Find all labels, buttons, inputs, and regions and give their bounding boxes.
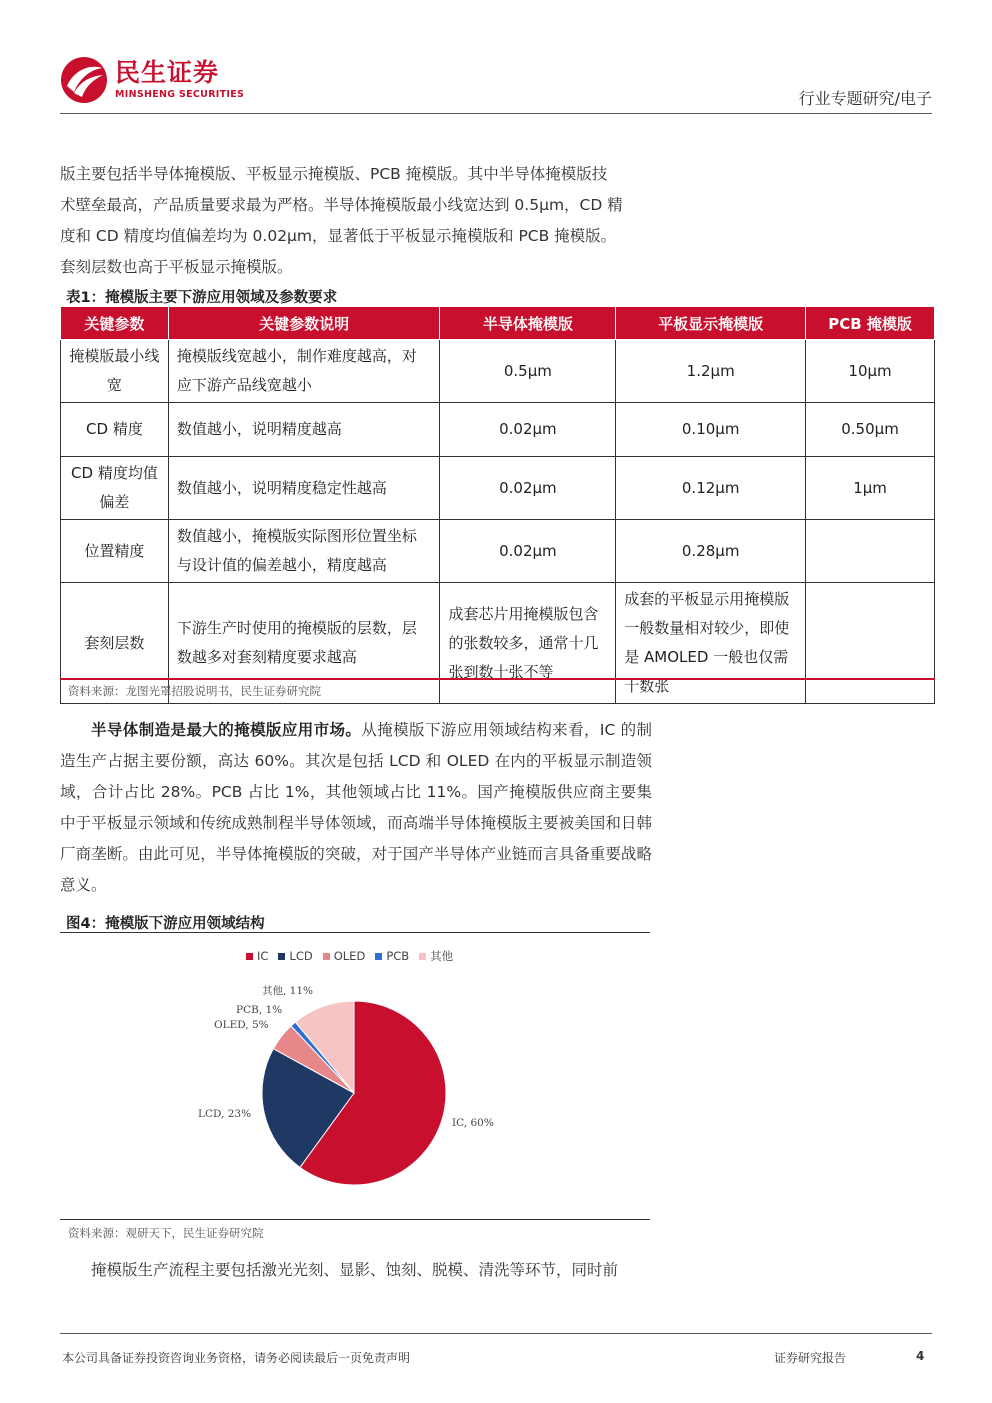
figure-bottom-rule — [60, 1219, 650, 1220]
pie-label-ic: IC, 60% — [452, 1117, 494, 1129]
process-paragraph: 掩模版生产流程主要包括激光光刻、显影、蚀刻、脱模、清洗等环节，同时前 — [91, 1261, 619, 1279]
pie-label-oled: OLED, 5% — [214, 1019, 269, 1031]
table-source: 资料来源：龙图光罩招股说明书，民生证券研究院 — [68, 684, 321, 698]
legend-label: 其他 — [430, 949, 454, 963]
pie-label-lcd: LCD, 23% — [198, 1108, 252, 1120]
intro-line: 套刻层数也高于平板显示掩模版。 — [60, 258, 293, 276]
table-cell: 数值越小，掩模版实际图形位置坐标与设计值的偏差越小，精度越高 — [168, 520, 440, 583]
legend-label: OLED — [333, 949, 366, 963]
market-paragraph-lead: 半导体制造是最大的掩模版应用市场。 — [91, 721, 362, 739]
table-cell: 10μm — [806, 340, 935, 403]
market-paragraph-text: 从掩模版下游应用领域结构来看，IC 的制造生产占据主要份额，高达 60%。其次是包括 LCD 和 OLED 在内的平板显示制造领域，合计占比 28%。PCB 占比 1%，其他领域占比 11%。国产掩模版供应商主要集中于平板显示领域和传统成熟制程半导体领域，而高端半导体掩模版主要被美国和日韩厂商垄断。由此可见，半导体掩模版的突破，对于国产半导体产业链而言具备重要战略意义。 — [60, 721, 652, 894]
legend-label: PCB — [386, 949, 410, 963]
table-cell: 成套的平板显示用掩模版一般数量相对较少，即使是 AMOLED 一般也仅需十数张 — [616, 583, 806, 704]
table-header-cell: 关键参数 — [61, 307, 169, 340]
table-cell: CD 精度 — [61, 403, 169, 457]
report-category: 行业专题研究/电子 — [798, 89, 932, 108]
legend-label: LCD — [289, 949, 313, 963]
footer-page-number: 4 — [916, 1349, 925, 1363]
table-header-cell: 关键参数说明 — [168, 307, 440, 340]
table-header-cell: 半导体掩模版 — [440, 307, 616, 340]
table-cell: 0.28μm — [616, 520, 806, 583]
table-cell: 掩模版最小线宽 — [61, 340, 169, 403]
table-header-cell: 平板显示掩模版 — [616, 307, 806, 340]
table-cell: 套刻层数 — [61, 583, 169, 704]
intro-line: 术壁垒最高，产品质量要求最为严格。半导体掩模版最小线宽达到 0.5μm，CD 精 — [60, 196, 623, 214]
table-cell: 0.02μm — [440, 403, 616, 457]
table-cell: 掩模版线宽越小，制作难度越高，对应下游产品线宽越小 — [168, 340, 440, 403]
table-cell: 1μm — [806, 457, 935, 520]
table-cell: 数值越小，说明精度越高 — [168, 403, 440, 457]
table-cell: 位置精度 — [61, 520, 169, 583]
intro-line: 度和 CD 精度均值偏差均为 0.02μm，显著低于平板显示掩模版和 PCB 掩模版。 — [60, 227, 617, 245]
table-cell: 0.02μm — [440, 520, 616, 583]
table-cell: 0.5μm — [440, 340, 616, 403]
table-cell: 0.50μm — [806, 403, 935, 457]
table-cell: 0.10μm — [616, 403, 806, 457]
table-cell: 下游生产时使用的掩模版的层数，层数越多对套刻精度要求越高 — [168, 583, 440, 704]
intro-line: 版主要包括半导体掩模版、平板显示掩模版、PCB 掩模版。其中半导体掩模版技 — [60, 165, 608, 183]
table-cell: 0.12μm — [616, 457, 806, 520]
table-cell: CD 精度均值偏差 — [61, 457, 169, 520]
table-header-cell: PCB 掩模版 — [806, 307, 935, 340]
pie-label-other: 其他, 11% — [262, 985, 314, 997]
logo-text-en: MINSHENG SECURITIES — [115, 89, 245, 100]
table-cell: 0.02μm — [440, 457, 616, 520]
figure-title: 图4：掩模版下游应用领域结构 — [66, 916, 265, 932]
table-title: 表1：掩模版主要下游应用领域及参数要求 — [66, 290, 338, 306]
footer-disclaimer: 本公司具备证券投资咨询业务资格，请务必阅读最后一页免责声明 — [62, 1351, 411, 1365]
pie-label-pcb: PCB, 1% — [236, 1004, 283, 1016]
table-cell: 1.2μm — [616, 340, 806, 403]
legend-label: IC — [257, 949, 269, 963]
footer-report-type: 证券研究报告 — [774, 1351, 847, 1365]
footer-divider — [60, 1333, 932, 1334]
figure-source: 资料来源：观研天下，民生证券研究院 — [68, 1226, 264, 1240]
logo-text-cn: 民生证券 — [115, 58, 220, 87]
table-cell: 数值越小，说明精度稳定性越高 — [168, 457, 440, 520]
table-cell: 成套芯片用掩模版包含的张数较多，通常十几张到数十张不等 — [440, 583, 616, 704]
